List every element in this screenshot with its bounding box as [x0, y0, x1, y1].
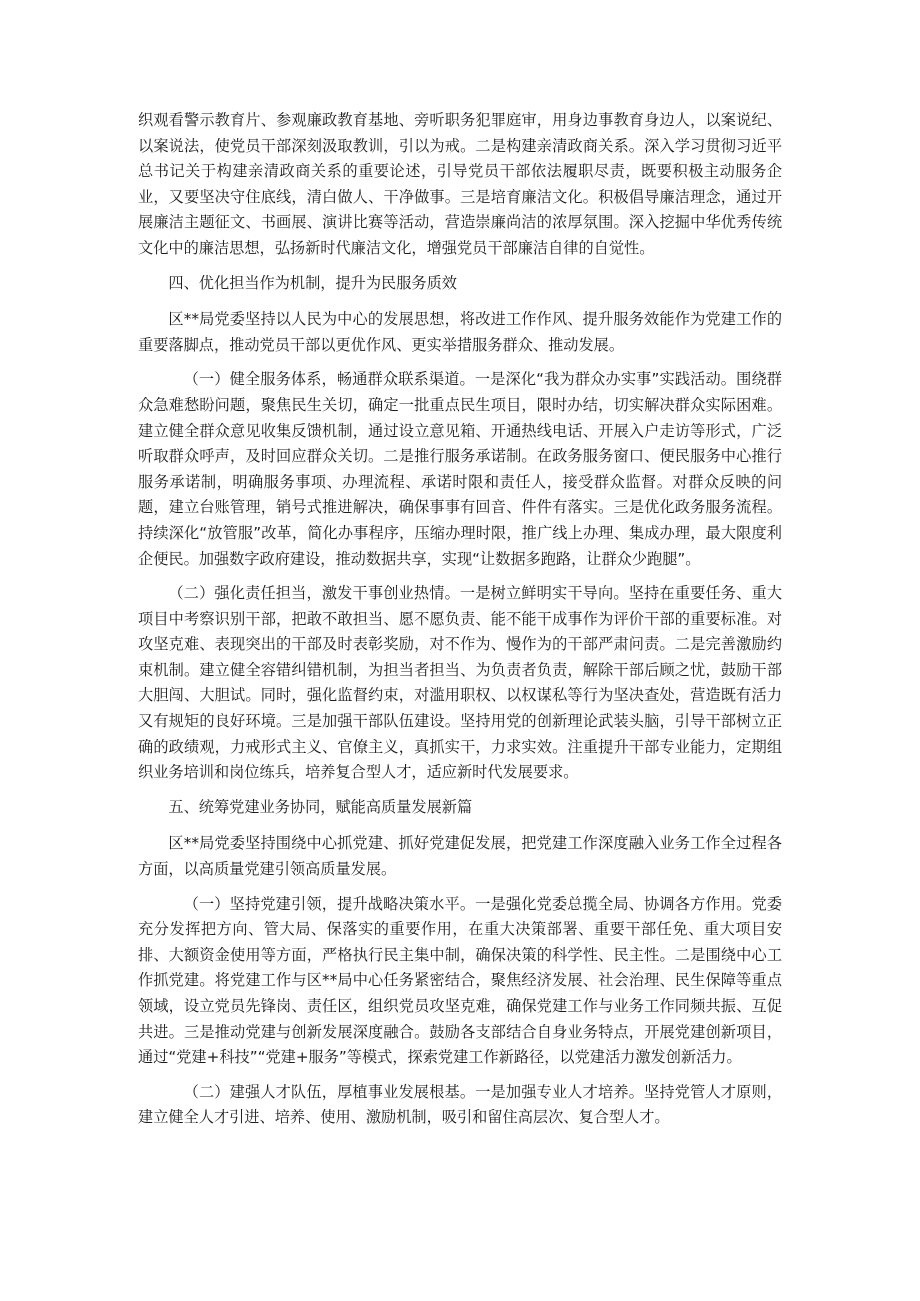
paragraph-body: （一）坚持党建引领，提升战略决策水平。一是强化党委总揽全局、协调各方作用。党委充分发挥把方向、管大局、保落实的重要作用，在重大决策部署、重要干部任免、重大项目安排、大额资金使用等方面，严格执行民主集中制，确保决策的科学性、民主性。二是围绕中心工作抓党建。将党建工作与区**局中心任务紧密结合，聚焦经济发展、社会治理、民生保障等重点领域，设立党员先锋岗、责任区，组织党员攻坚克难，确保党建工作与业务工作同频共振、互促共进。三是推动党建与创新发展深度融合。鼓励各支部结合自身业务特点，开展党建创新项目，通过“党建+科技”“党建+服务”等模式，探索党建工作新路径，以党建活力激发创新活力。	[138, 894, 782, 1067]
section-heading: 四、优化担当作为机制，提升为民服务质效	[168, 273, 457, 292]
paragraph-body: （二）建强人才队伍，厚植事业发展根基。一是加强专业人才培养。坚持党管人才原则，建立健全人才引进、培养、使用、激励机制，吸引和留住高层次、复合型人才。	[138, 1082, 782, 1127]
paragraph-body: 区**局党委坚持围绕中心抓党建、抓好党建促发展，把党建工作深度融入业务工作全过程各方面，以高质量党建引领高质量发展。	[138, 834, 782, 879]
paragraph-body: 织观看警示教育片、参观廉政教育基地、旁听职务犯罪庭审，用身边事教育身边人，以案说纪、以案说法，使党员干部深刻汲取教训，引以为戒。二是构建亲清政商关系。深入学习贯彻习近平总书记关于构建亲清政商关系的重要论述，引导党员干部依法履职尽责，既要积极主动服务企业，又要坚决守住底线，清白做人、干净做事。三是培育廉洁文化。积极倡导廉洁理念，通过开展廉洁主题征文、书画展、演讲比赛等活动，营造崇廉尚洁的浓厚氛围。深入挖掘中华优秀传统文化中的廉洁思想，弘扬新时代廉洁文化，增强党员干部廉洁自律的自觉性。	[138, 111, 782, 257]
section-heading: 五、统筹党建业务协同，赋能高质量发展新篇	[168, 797, 473, 816]
paragraph-body: （一）健全服务体系，畅通群众联系渠道。一是深化“我为群众办实事”实践活动。围绕群众急难愁盼问题，聚焦民生关切，确定一批重点民生项目，限时办结，切实解决群众实际困难。建立健全群众意见收集反馈机制，通过设立意见箱、开通热线电话、开展入户走访等形式，广泛听取群众呼声，及时回应群众关切。二是推行服务承诺制。在政务服务窗口、便民服务中心推行服务承诺制，明确服务事项、办理流程、承诺时限和责任人，接受群众监督。对群众反映的问题，建立台账管理，销号式推进解决，确保事事有回音、件件有落实。三是优化政务服务流程。持续深化“放管服”改革，简化办事程序，压缩办理时限，推广线上办理、集成办理，最大限度利企便民。加强数字政府建设，推动数据共享，实现“让数据多跑路，让群众少跑腿”。	[138, 370, 782, 568]
paragraph-body: 区**局党委坚持以人民为中心的发展思想，将改进工作作风、提升服务效能作为党建工作的重要落脚点，推动党员干部以更优作风、更实举措服务群众、推动发展。	[138, 310, 782, 354]
paragraph-body: （二）强化责任担当，激发干事创业热情。一是树立鲜明实干导向。坚持在重要任务、重大项目中考察识别干部，把敢不敢担当、愿不愿负责、能不能干成事作为评价干部的重要标准。对攻坚克难、表现突出的干部及时表彰奖励，对不作为、慢作为的干部严肃问责。二是完善激励约束机制。建立健全容错纠错机制，为担当者担当、为负责者负责，解除干部后顾之忧，鼓励干部大胆闯、大胆试。同时，强化监督约束，对滥用职权、以权谋私等行为坚决查处，营造既有活力又有规矩的良好环境。三是加强干部队伍建设。坚持用党的创新理论武装头脑，引导干部树立正确的政绩观，力戒形式主义、官僚主义，真抓实干，力求实效。注重提升干部专业能力，定期组织业务培训和岗位练兵，培养复合型人才，适应新时代发展要求。	[138, 584, 782, 782]
